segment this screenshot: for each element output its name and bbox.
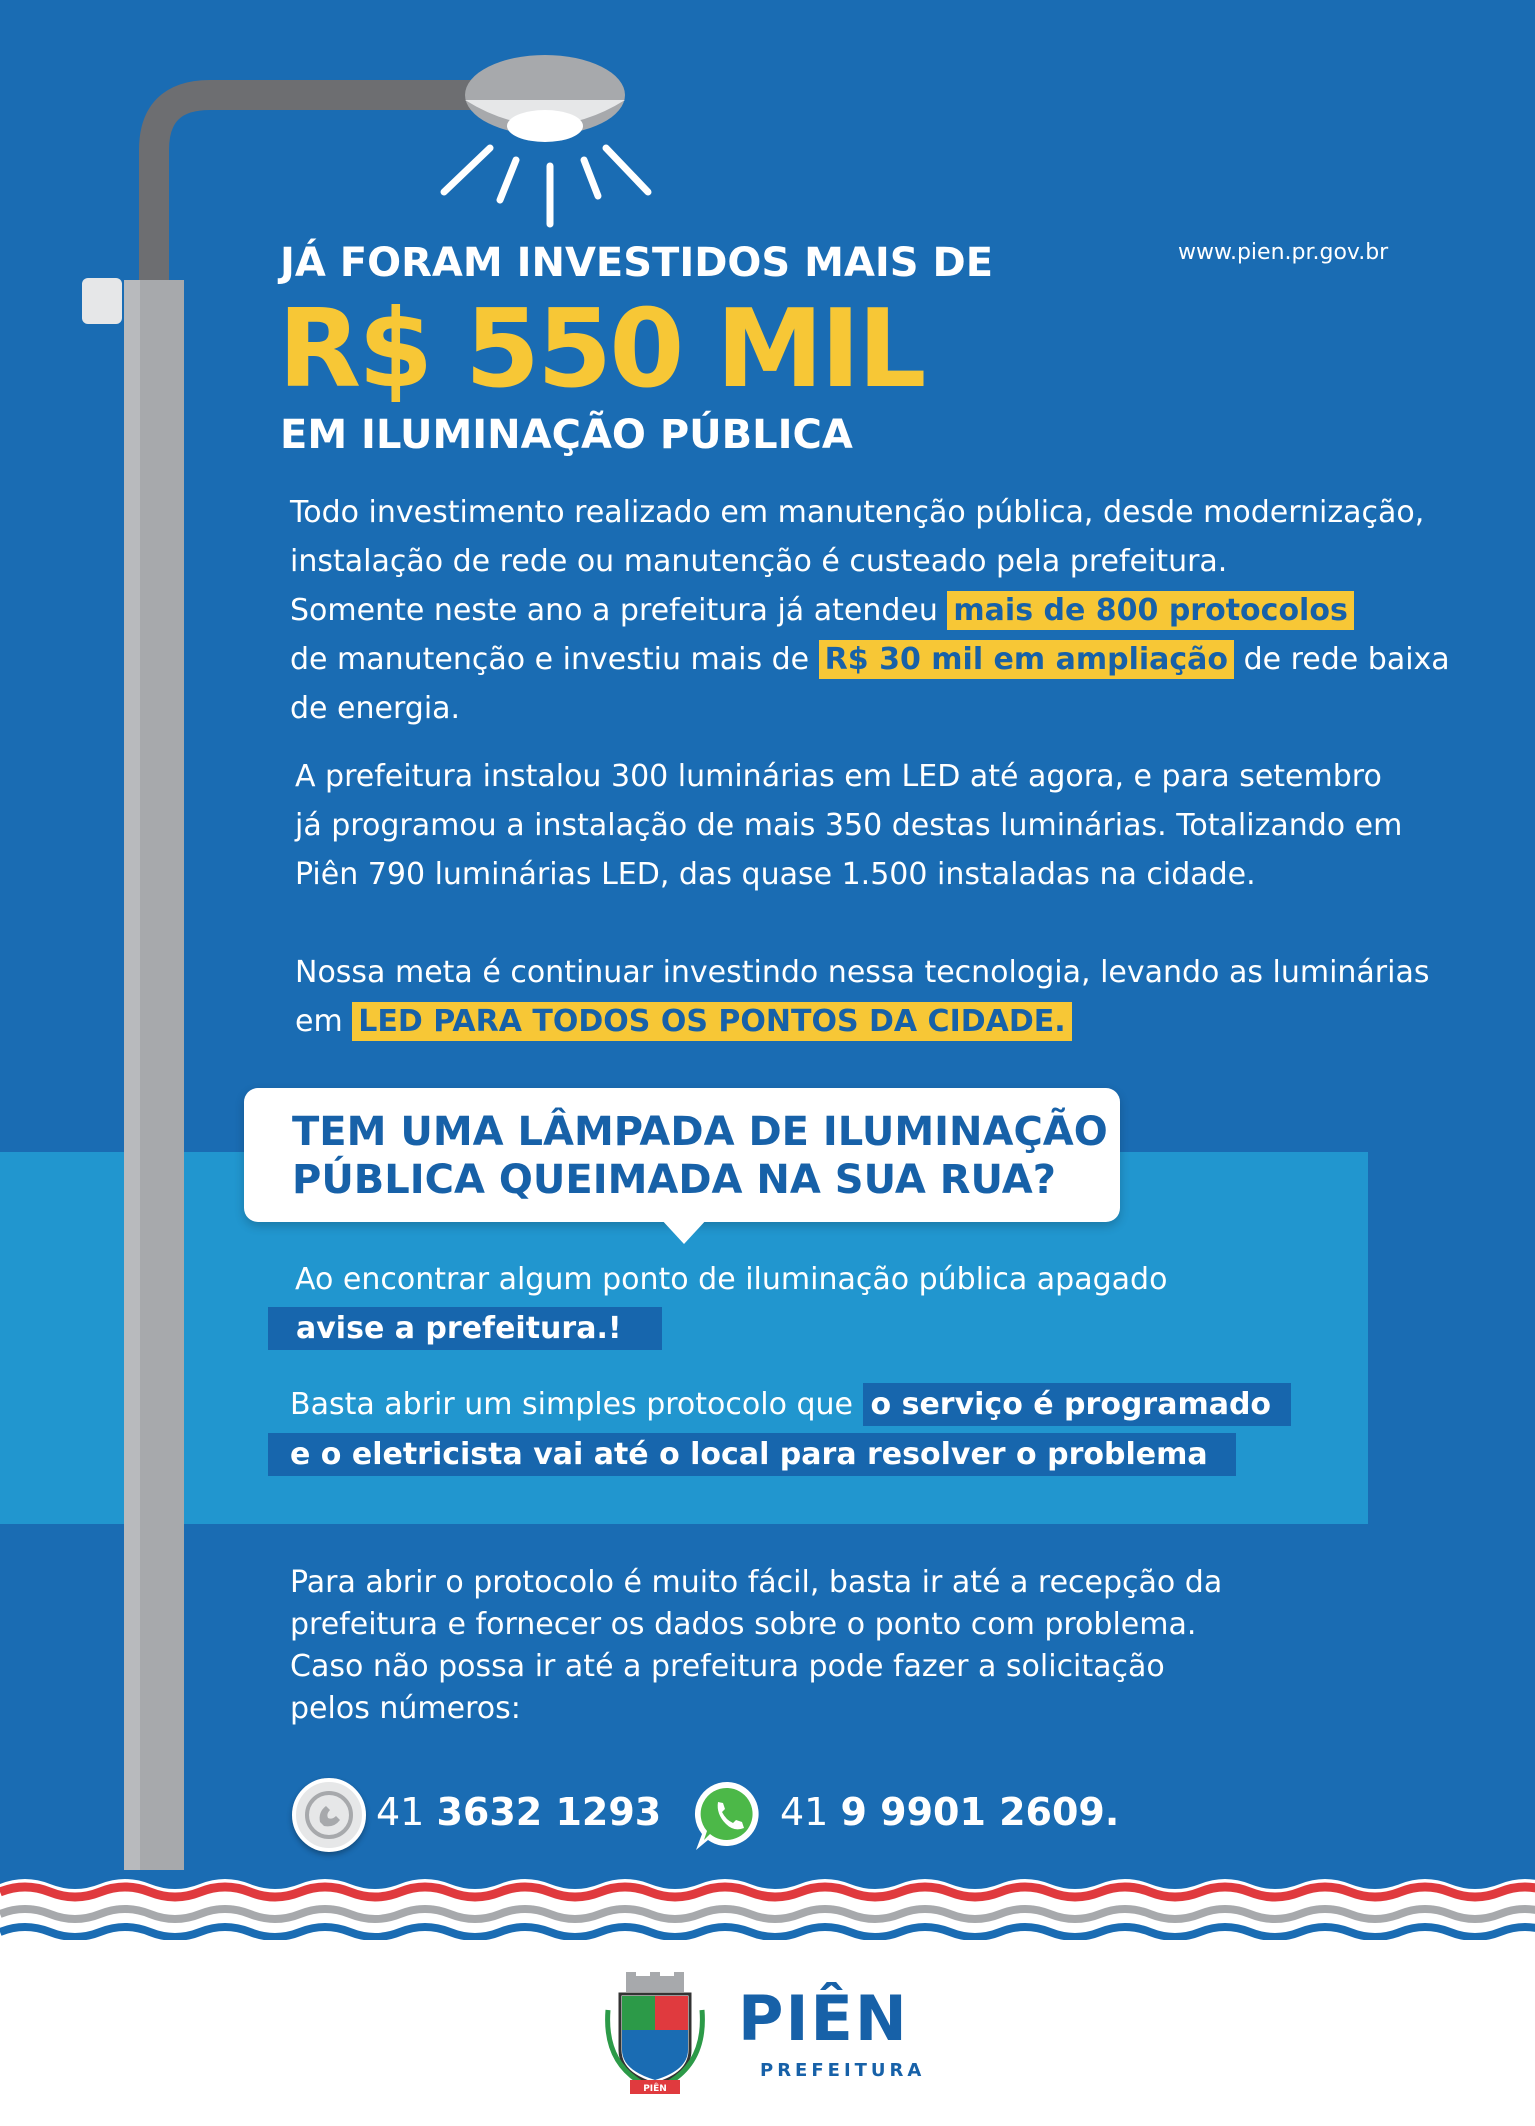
footer-logo-subtitle: PREFEITURA (760, 2060, 926, 2081)
p2-line2: já programou a instalação de mais 350 destas luminárias. Totalizando em (295, 808, 1403, 843)
footer-logo-text: PIÊN (738, 1982, 909, 2055)
lamp-sensor (82, 278, 122, 324)
phone-area: 41 (376, 1790, 425, 1834)
whatsapp-area: 41 (780, 1790, 829, 1834)
p1-line4-post: de rede baixa (1243, 642, 1450, 677)
p1-line5: de energia. (290, 691, 461, 726)
band-line4 (268, 1430, 1236, 1479)
callout-title-line1: TEM UMA LÂMPADA DE ILUMINAÇÃO (292, 1109, 1108, 1155)
phone-number[interactable] (376, 1790, 661, 1834)
website-link[interactable]: www.pien.pr.gov.br (1178, 240, 1389, 265)
p1-line1: Todo investimento realizado em manutenção pública, desde modernização, (290, 495, 1425, 530)
highlight-protocols: mais de 800 protocolos (947, 591, 1353, 630)
phone-main: 3632 1293 (436, 1790, 662, 1834)
p1-line4 (290, 635, 1450, 684)
callout-box (244, 1088, 1120, 1222)
whatsapp-icon (688, 1776, 768, 1856)
whatsapp-number[interactable] (780, 1790, 1119, 1834)
band-line2 (268, 1304, 662, 1353)
paragraph-1 (290, 488, 1450, 733)
p4-line4: pelos números: (290, 1691, 521, 1726)
svg-text:PIÊN: PIÊN (643, 2084, 667, 2094)
highlight-service: o serviço é programado (863, 1383, 1292, 1426)
band-line1: Ao encontrar algum ponto de iluminação pública apagado (295, 1262, 1168, 1297)
p2-line3: Piên 790 luminárias LED, das quase 1.500 instaladas na cidade. (295, 857, 1256, 892)
band-line3-text: Basta abrir um simples protocolo que (290, 1387, 853, 1422)
callout-tail (660, 1218, 708, 1244)
p4-line1: Para abrir o protocolo é muito fácil, basta ir até a recepção da (290, 1565, 1223, 1600)
paragraph-4 (290, 1562, 1222, 1730)
lamp-pole-highlight (124, 280, 140, 1900)
decorative-waves (0, 1870, 1535, 1950)
p3-line2-text: em (295, 1004, 343, 1039)
p1-line2: instalação de rede ou manutenção é custeado pela prefeitura. (290, 544, 1228, 579)
highlight-investment: R$ 30 mil em ampliação (819, 640, 1234, 679)
city-crest-icon (600, 1970, 710, 2100)
paragraph-2 (295, 752, 1402, 899)
band-line3 (290, 1380, 1291, 1429)
p4-line2: prefeitura e fornecer os dados sobre o ponto com problema. (290, 1607, 1197, 1642)
p1-line3-text: Somente neste ano a prefeitura já atendeu (290, 593, 938, 628)
highlight-notify: avise a prefeitura.! (268, 1307, 662, 1350)
p3-line1: Nossa meta é continuar investindo nessa tecnologia, levando as luminárias (295, 955, 1430, 990)
callout-title-line2: PÚBLICA QUEIMADA NA SUA RUA? (292, 1157, 1056, 1203)
headline-line1: JÁ FORAM INVESTIDOS MAIS DE (280, 240, 994, 286)
highlight-led-goal: LED PARA TODOS OS PONTOS DA CIDADE. (352, 1002, 1071, 1041)
highlight-electrician: e o eletricista vai até o local para resolver o problema (268, 1433, 1236, 1476)
p1-line3 (290, 586, 1450, 635)
whatsapp-main: 9 9901 2609. (840, 1790, 1120, 1834)
p1-line4-text: de manutenção e investiu mais de (290, 642, 810, 677)
headline-amount: R$ 550 MIL (278, 287, 924, 412)
paragraph-3 (295, 948, 1429, 1046)
p2-line1: A prefeitura instalou 300 luminárias em LED até agora, e para setembro (295, 759, 1382, 794)
headline-line3: EM ILUMINAÇÃO PÚBLICA (280, 412, 853, 458)
p4-line3: Caso não possa ir até a prefeitura pode fazer a solicitação (290, 1649, 1165, 1684)
phone-icon (292, 1778, 366, 1852)
p3-line2 (295, 997, 1429, 1046)
